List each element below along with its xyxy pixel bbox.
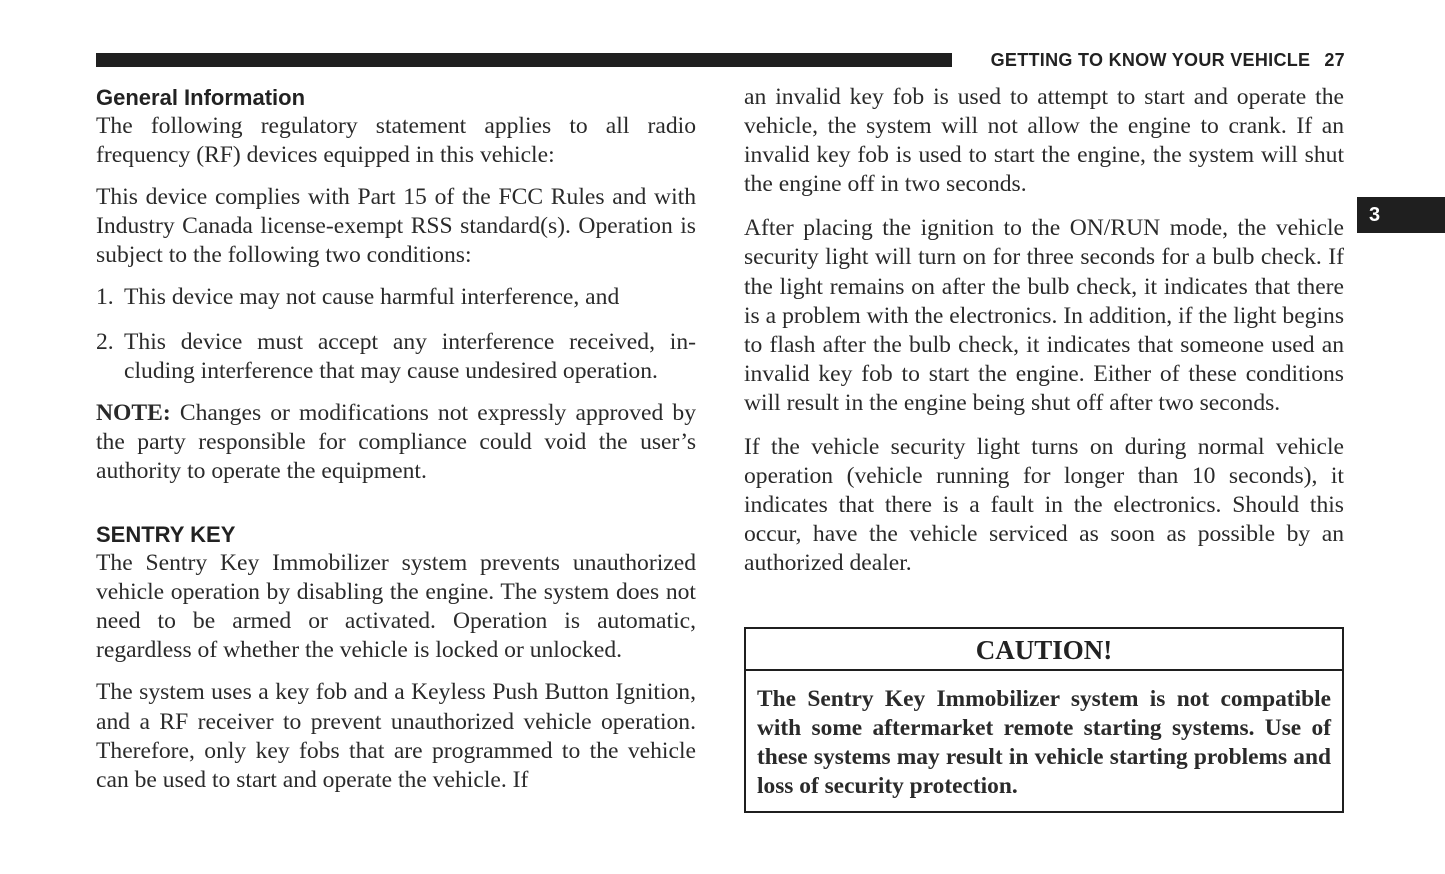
note-paragraph	[96, 399, 696, 486]
sentry-paragraph-2: The system uses a key fob and a Keyless Push Button Ignition, and a RF receiver to prevent unauthorized vehicle operation. Therefore, only key fobs that are programmed to the vehicle can be used to start and operate the vehicle. If	[96, 679, 696, 793]
caution-box	[744, 627, 1344, 813]
continuation-paragraph: an invalid key fob is used to attempt to start and operate the vehicle, the system will not allow the engine to crank. If an invalid key fob is used to start the engine, the system will shut the engine off in two seconds.	[744, 84, 1344, 198]
conditions-list	[96, 283, 696, 385]
fault-paragraph: If the vehicle security light turns on during normal vehicle operation (vehicle running for longer than 10 seconds), it indicates that there is a fault in the electronics. Should this occur, have the vehicle serviced as soon as possible by an authorized dealer.	[744, 434, 1344, 577]
section-title: GETTING TO KNOW YOUR VEHICLE	[990, 50, 1311, 70]
page-number: 27	[1324, 50, 1345, 70]
list-item-number: 2.	[96, 328, 114, 355]
note-text: Changes or modifications not expressly approved by the party responsible for compliance could void the user’s authority to operate the equipment.	[96, 399, 696, 484]
running-header	[991, 50, 1345, 71]
left-column	[96, 83, 696, 795]
list-item-text: This device must accept any interference received, including interference that may cause undesired operation.	[124, 328, 696, 384]
list-item	[96, 328, 696, 386]
list-item-number: 1.	[96, 284, 114, 311]
sentry-paragraph-1: The Sentry Key Immobilizer system prevents unauthorized vehicle operation by disabling the engine. The system does not need to be armed or activated. Operation is automatic, regardless of whether the vehicle is locked or unlocked.	[96, 550, 696, 664]
general-intro-paragraph: The following regulatory statement applies to all radio frequency (RF) devices equipped in this vehicle:	[96, 113, 696, 169]
list-item-text: This device may not cause harmful interference, and	[124, 284, 620, 311]
header-rule	[96, 53, 952, 67]
ignition-paragraph: After placing the ignition to the ON/RUN mode, the vehicle security light will turn on for three seconds for a bulb check. If the light remains on after the bulb check, it indicates that there is a problem with the electronics. In addition, if the light begins to flash after the bulb check, it indicates that someone used an invalid key fob to start the engine. Either of these conditions will result in the engine being shut off after two seconds.	[744, 215, 1344, 416]
note-label: NOTE:	[96, 399, 171, 426]
chapter-tab: 3	[1357, 197, 1445, 233]
caution-title: CAUTION!	[746, 629, 1342, 671]
caution-body: The Sentry Key Immobilizer system is not compatible with some aftermarket remote starting systems. Use of these systems may result in vehicle starting problems and loss of security protection.	[757, 686, 1331, 800]
sentry-key-heading: SENTRY KEY	[96, 522, 236, 548]
general-information-heading: General Information	[96, 85, 306, 110]
right-column	[744, 83, 1344, 579]
compliance-paragraph: This device complies with Part 15 of the FCC Rules and with Industry Canada license-exempt RSS standard(s). Operation is subject to the following two conditions:	[96, 184, 696, 269]
list-item	[96, 283, 696, 312]
